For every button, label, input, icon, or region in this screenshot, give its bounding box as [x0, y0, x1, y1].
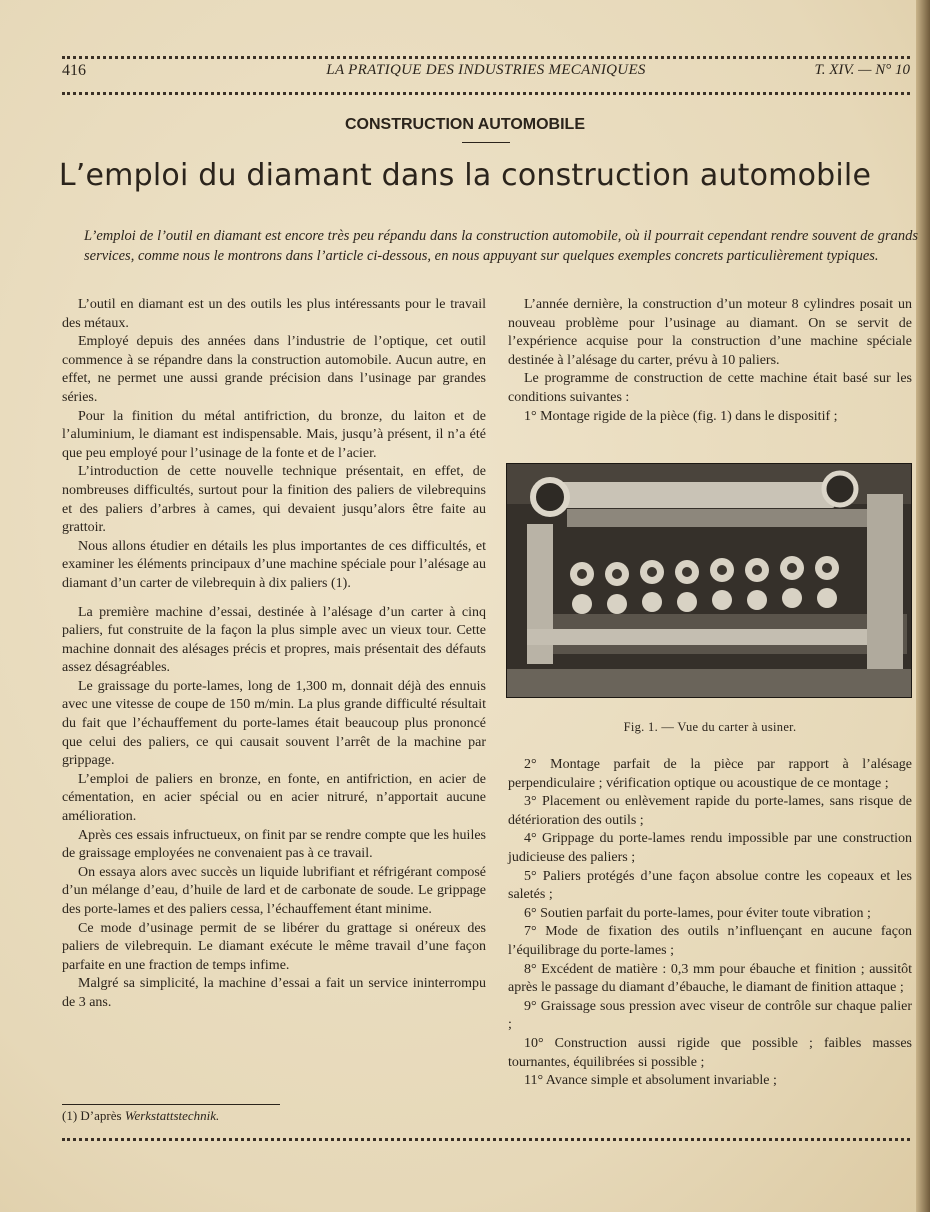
- list-item: 5° Paliers protégés d’une façon absolue contre les copeaux et les saletés ;: [508, 868, 912, 903]
- section-heading: CONSTRUCTION AUTOMOBILE: [345, 116, 585, 133]
- article-title: L’emploi du diamant dans la construction automobile: [58, 158, 872, 193]
- volume-number: T. XIV. — N° 10: [814, 62, 910, 78]
- header-top-rule: [62, 56, 910, 59]
- paragraph: La première machine d’essai, destinée à l’alésage d’un carter à cinq paliers, fut construite de la façon la plus simple avec un vieux tour. Cette machine donnait des alésages précis et propres, mais présentait des défauts assez désagréables.: [62, 604, 486, 676]
- footnote-source: Werkstattstechnik.: [124, 1108, 220, 1123]
- running-header: [62, 60, 910, 84]
- footnote-divider: [62, 1104, 280, 1105]
- list-item: 9° Graissage sous pression avec viseur de contrôle sur chaque palier ;: [508, 998, 912, 1033]
- page-number: 416: [62, 62, 86, 79]
- paragraph: Pour la finition du métal antifriction, du bronze, du laiton et de l’aluminium, le diamant est indispensable. Mais, jusqu’à présent, il n’a été que peu employé pour l’usinage de la fonte et de l’acier.: [62, 408, 486, 461]
- footnote: [62, 1108, 486, 1124]
- list-item: 10° Construction aussi rigide que possible ; faibles masses tournantes, équilibrées si possible ;: [508, 1035, 912, 1070]
- title-divider: [462, 142, 510, 143]
- paragraph: L’emploi de paliers en bronze, en fonte, en antifriction, en acier de cémentation, en acier spécial ou en acier nitruré, n’apportait aucune amélioration.: [62, 771, 486, 825]
- footer-rule: [62, 1138, 910, 1141]
- paragraph: On essaya alors avec succès un liquide lubrifiant et réfrigérant composé d’un mélange d’eau, d’huile de lard et de carbonate de soude. Le grippage des porte-lames et des paliers cessa, l’échauffement étant minime.: [62, 864, 486, 917]
- footnote-marker: (1) D’après: [62, 1108, 122, 1123]
- paragraph: Ce mode d’usinage permit de se libérer du grattage si onéreux des paliers de vilebrequin. Le diamant exécute le même travail d’une façon parfaite en une fraction de temps infime.: [62, 920, 486, 973]
- list-item: 3° Placement ou enlèvement rapide du porte-lames, sans risque de détérioration des outils ;: [508, 794, 912, 828]
- list-item: 8° Excédent de matière : 0,3 mm pour ébauche et finition ; aussitôt après le passage du diamant d’ébauche, le diamant de finition attaque ;: [508, 961, 912, 996]
- list-item: 6° Soutien parfait du porte-lames, pour éviter toute vibration ;: [524, 905, 871, 921]
- paragraph: L’outil en diamant est un des outils les plus intéressants pour le travail des métaux.: [62, 297, 486, 331]
- header-bottom-rule: [62, 92, 910, 95]
- journal-title: LA PRATIQUE DES INDUSTRIES MECANIQUES: [326, 62, 646, 78]
- right-column-bottom: [508, 756, 912, 1091]
- left-column: [62, 296, 486, 1013]
- paragraph: Le graissage du porte-lames, long de 1,300 m, donnait déjà des ennuis avec une vitesse de coupe de 150 m/min. La plus grande difficulté résultait du fait que l’échauffement du porte-lames était beaucoup plus prononcé que celui des paliers, ce qui causait souvent l’arrêt de la machine par grippage.: [62, 678, 486, 769]
- figure-caption: Fig. 1. — Vue du carter à usiner.: [623, 720, 797, 734]
- paragraph: 1° Montage rigide de la pièce (fig. 1) dans le dispositif ;: [524, 408, 838, 424]
- list-item: 4° Grippage du porte-lames rendu impossible par une construction judicieuse des paliers ;: [508, 831, 912, 865]
- right-column-top: [508, 296, 912, 426]
- paragraph: Employé depuis des années dans l’industrie de l’optique, cet outil commence à se répandre dans la construction automobile. Aucun autre, en effet, ne permet une aussi grande précision dans l’usinage par grandes séries.: [62, 334, 486, 405]
- paragraph: Après ces essais infructueux, on finit par se rendre compte que les huiles de graissage employées ne convenaient pas à ce travail.: [62, 827, 486, 862]
- crankcase-photo: [506, 463, 912, 698]
- paragraph: L’année dernière, la construction d’un moteur 8 cylindres posait un nouveau problème pour l’usinage au diamant. On se servit de l’expérience acquise pour la construction d’une machine spéciale destinée à l’alésage du carter, prévu à 10 paliers.: [508, 297, 912, 368]
- paragraph: Malgré sa simplicité, la machine d’essai a fait un service ininterrompu de 3 ans.: [62, 976, 486, 1010]
- list-item: 11° Avance simple et absolument invariable ;: [524, 1073, 777, 1089]
- paragraph: L’introduction de cette nouvelle technique présentait, en effet, de nombreuses difficultés, surtout pour la finition des paliers de vilebrequins et des paliers d’arbres à cames, qui devaient jusqu’alors être faite au grattoir.: [62, 464, 486, 536]
- paragraph: Le programme de construction de cette machine était basé sur les conditions suivantes :: [508, 371, 912, 405]
- list-item: 7° Mode de fixation des outils n’influençant en aucune façon l’équilibrage du porte-lames ;: [508, 924, 912, 958]
- paragraph: Nous allons étudier en détails les plus importantes de ces difficultés, et examiner les éléments principaux d’une machine spéciale pour l’alésage au diamant d’un carter de vilebrequin à dix paliers (1).: [62, 538, 486, 591]
- article-intro: L’emploi de l’outil en diamant est encore très peu répandu dans la construction automobile, où il pourrait cependant rendre souvent de grands services, comme nous le montrons dans l’article ci-dessous, en nous appuyant sur quelques exemples concrets particulièrement typiques.: [84, 228, 918, 264]
- list-item: 2° Montage parfait de la pièce par rapport à l’alésage perpendiculaire ; vérification optique ou acoustique de ce montage ;: [508, 757, 912, 791]
